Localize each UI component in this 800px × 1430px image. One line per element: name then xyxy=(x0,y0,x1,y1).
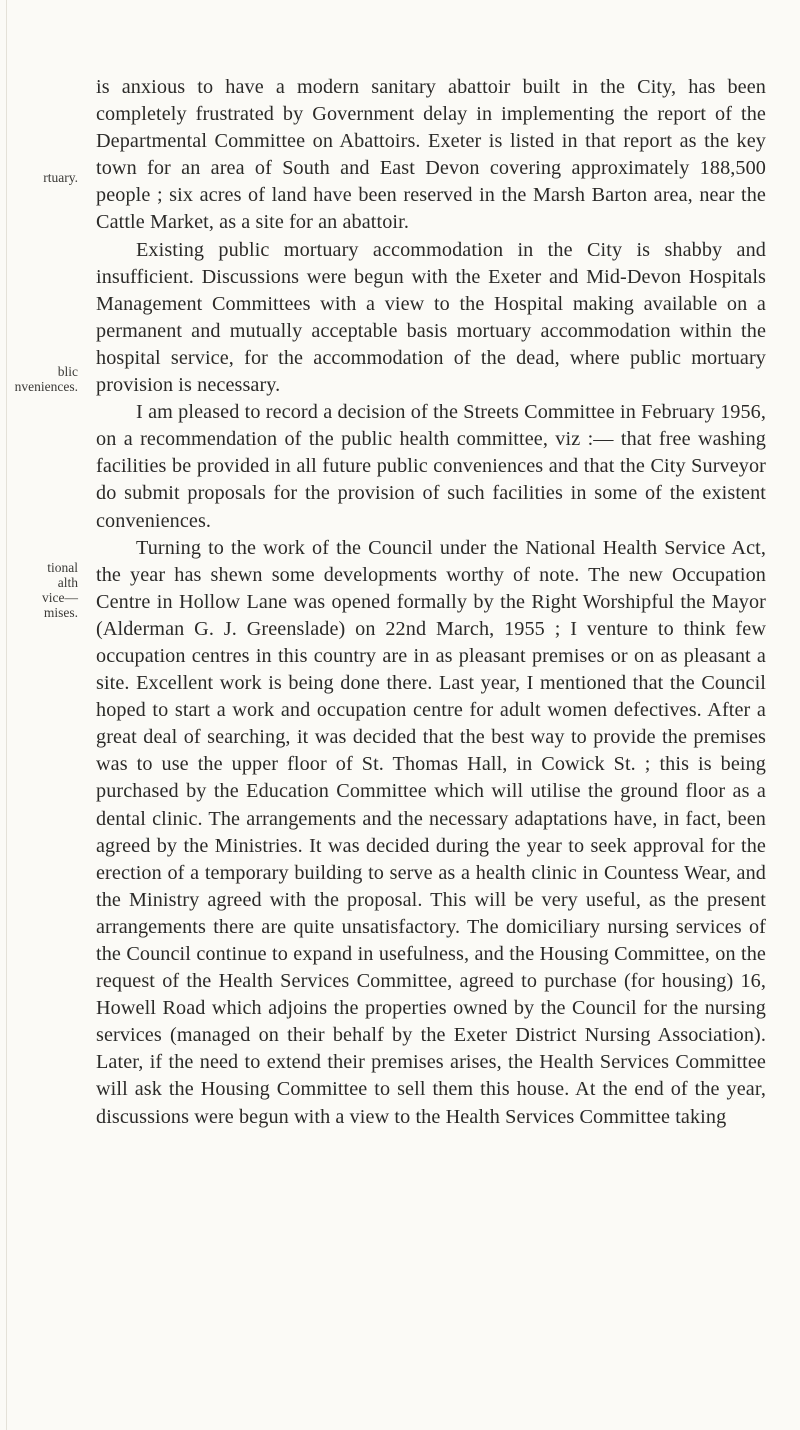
paragraph-health-service: Turning to the work of the Council under the National Health Service Act, the year has shewn some developments worthy of note. The new Occupation Centre in Hollow Lane was opened formally by the Right Worshipful the Mayor (Alderman G. J. Greenslade) on 22nd March, 1955 ; I venture to think few occupation centres in this country are in as pleasant premises or on as pleasant a site. Excellent work is being done there. Last year, I mentioned that the Council hoped to start a work and occupation centre for adult women defectives. After a great deal of searching, it was decided that the best way to provide the premises was to use the upper floor of St. Thomas Hall, in Cowick St. ; this is being purchased by the Education Committee which will utilise the ground floor as a dental clinic. The arrangements and the necessary adaptations have, in fact, been agreed by the Ministries. It was decided during the year to seek approval for the erection of a temporary building to serve as a health clinic in Countess Wear, and the Ministry agreed with the proposal. This will be very useful, as the present arrangements there are quite unsatisfactory. The domiciliary nursing services of the Council continue to expand in usefulness, and the Housing Committee, on the request of the Health Services Committee, agreed to purchase (for housing) 16, Howell Road which adjoins the properties owned by the Council for the nursing services (managed on their behalf by the Exeter District Nursing Association). Later, if the need to extend their premises arises, the Health Services Committee will ask the Housing Committee to sell them this house. At the end of the year, discussions were begun with a view to the Health Services Committee taking xyxy=(96,536,766,1128)
margin-note-public-conveniences: blic nveniences. xyxy=(14,364,78,394)
paragraph-abattoir: is anxious to have a modern sanitary abattoir built in the City, has been completely frustrated by Government delay in implementing the report of the Departmental Committee on Abattoirs. Exeter is listed in that report as the key town for an area of South and East Devon covering approximately 188,500 people ; six acres of land have been reserved in the Marsh Barton area, near the Cattle Market, as a site for an abattoir. xyxy=(96,76,766,234)
body-text xyxy=(96,74,766,1131)
margin-note-mortuary: rtuary. xyxy=(43,170,78,185)
margin-notes xyxy=(0,0,78,1430)
paragraph-conveniences: I am pleased to record a decision of the Streets Committee in February 1956, on a recommendation of the public health committee, viz :— that free washing facilities be provided in all future public conveniences and that the City Surveyor do submit proposals for the provision of such facilities in some of the existent conveniences. xyxy=(96,401,766,532)
margin-note-national-health-service-premises: tional alth vice— mises. xyxy=(42,560,78,620)
paragraph-mortuary: Existing public mortuary accommodation in the City is shabby and insufficient. Discussions were begun with the Exeter and Mid-Devon Hospitals Management Committees with a view to the Hospital making available on a permanent and mutually acceptable basis mortuary accommodation within the hospital service, for the accommodation of the dead, where public mortuary provision is necessary. xyxy=(96,238,766,397)
